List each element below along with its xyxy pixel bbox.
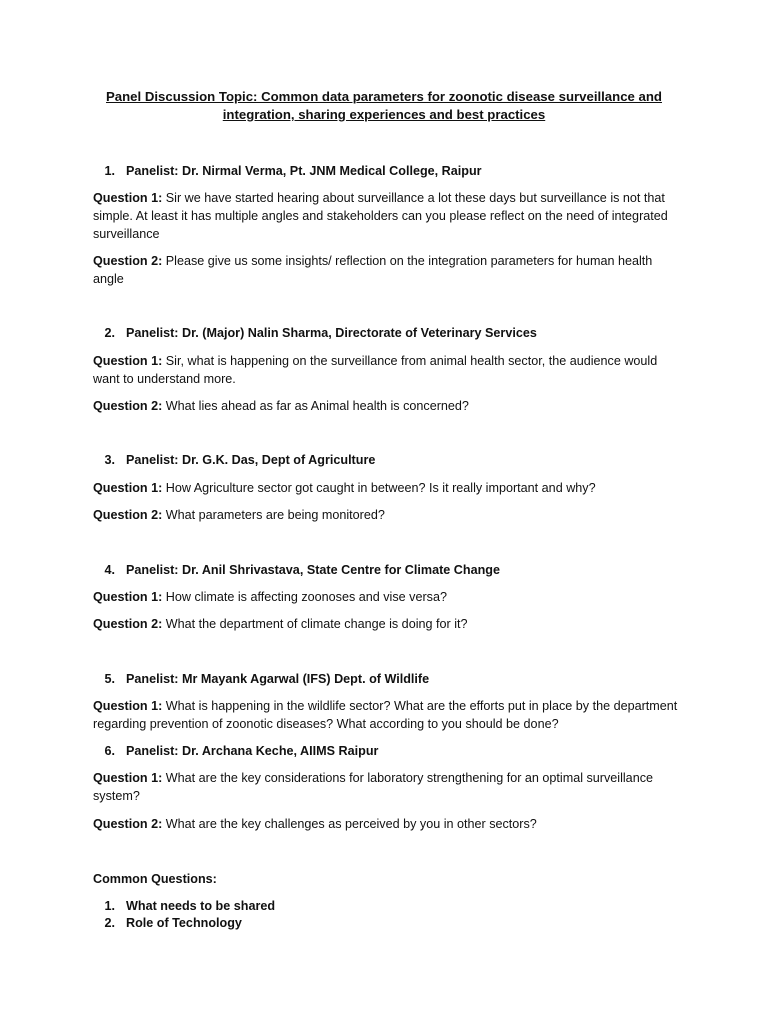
panelist-1-question-1	[93, 189, 678, 243]
question-text: What lies ahead as far as Animal health is concerned?	[162, 399, 469, 413]
panelist-1-heading	[93, 163, 482, 180]
panelist-5-heading	[93, 671, 429, 688]
panelist-4-heading	[93, 562, 500, 579]
list-number: 4.	[104, 563, 115, 577]
list-number: 1.	[104, 899, 115, 913]
panelist-name: Panelist: Dr. Archana Keche, AIIMS Raipur	[126, 744, 379, 758]
common-question-text: What needs to be shared	[126, 899, 276, 913]
panelist-name: Panelist: Dr. Nirmal Verma, Pt. JNM Medical College, Raipur	[126, 164, 482, 178]
common-question-2	[93, 915, 242, 932]
panelist-2-heading	[93, 325, 537, 342]
list-number: 2.	[104, 326, 115, 340]
list-number: 5.	[104, 672, 115, 686]
panelist-6-heading	[93, 743, 378, 760]
question-label: Question 2:	[93, 508, 163, 522]
list-number: 1.	[104, 164, 115, 178]
panelist-4-question-2	[93, 615, 678, 633]
question-label: Question 1:	[93, 191, 163, 205]
panelist-6-question-1	[93, 769, 678, 805]
question-label: Question 1:	[93, 590, 163, 604]
panelist-name: Panelist: Dr. (Major) Nalin Sharma, Directorate of Veterinary Services	[126, 326, 537, 340]
question-label: Question 1:	[93, 354, 163, 368]
panelist-5-question-1	[93, 697, 678, 733]
question-label: Question 1:	[93, 771, 163, 785]
panelist-2-question-1	[93, 352, 678, 388]
panelist-3-heading	[93, 452, 375, 469]
question-text: How Agriculture sector got caught in between? Is it really important and why?	[162, 481, 596, 495]
question-text: Sir we have started hearing about surveillance a lot these days but surveillance is not that simple. At least it has multiple angles and stakeholders can you please reflect on the need of integrated surveillance	[93, 191, 668, 241]
panelist-3-question-2	[93, 506, 678, 524]
common-question-1	[93, 898, 275, 915]
panelist-2-question-2	[93, 397, 678, 415]
question-text: What are the key considerations for laboratory strengthening for an optimal surveillance system?	[93, 771, 653, 803]
common-question-text: Role of Technology	[126, 916, 242, 930]
question-label: Question 2:	[93, 399, 163, 413]
panelist-6-question-2	[93, 815, 678, 833]
panelist-3-question-1	[93, 479, 678, 497]
panelist-name: Panelist: Dr. G.K. Das, Dept of Agriculture	[126, 453, 376, 467]
question-label: Question 1:	[93, 699, 163, 713]
question-label: Question 2:	[93, 817, 163, 831]
question-text: What parameters are being monitored?	[162, 508, 385, 522]
list-number: 6.	[104, 744, 115, 758]
panelist-4-question-1	[93, 588, 678, 606]
question-text: How climate is affecting zoonoses and vise versa?	[162, 590, 447, 604]
question-label: Question 2:	[93, 254, 163, 268]
question-text: What are the key challenges as perceived by you in other sectors?	[162, 817, 537, 831]
panelist-name: Panelist: Dr. Anil Shrivastava, State Centre for Climate Change	[126, 563, 500, 577]
list-number: 2.	[104, 916, 115, 930]
common-questions-heading: Common Questions:	[93, 872, 217, 886]
panelist-1-question-2	[93, 252, 678, 288]
question-text: What the department of climate change is doing for it?	[162, 617, 468, 631]
question-text: What is happening in the wildlife sector? What are the efforts put in place by the department regarding prevention of zoonotic diseases? What according to you should be done?	[93, 699, 678, 731]
question-text: Sir, what is happening on the surveillance from animal health sector, the audience would want to understand more.	[93, 354, 658, 386]
document-title: Panel Discussion Topic: Common data parameters for zoonotic disease surveillance and integration, sharing experiences and best practices	[106, 89, 662, 122]
list-number: 3.	[104, 453, 115, 467]
panelist-name: Panelist: Mr Mayank Agarwal (IFS) Dept. of Wildlife	[126, 672, 430, 686]
question-label: Question 2:	[93, 617, 163, 631]
question-label: Question 1:	[93, 481, 163, 495]
question-text: Please give us some insights/ reflection on the integration parameters for human health angle	[93, 254, 653, 286]
